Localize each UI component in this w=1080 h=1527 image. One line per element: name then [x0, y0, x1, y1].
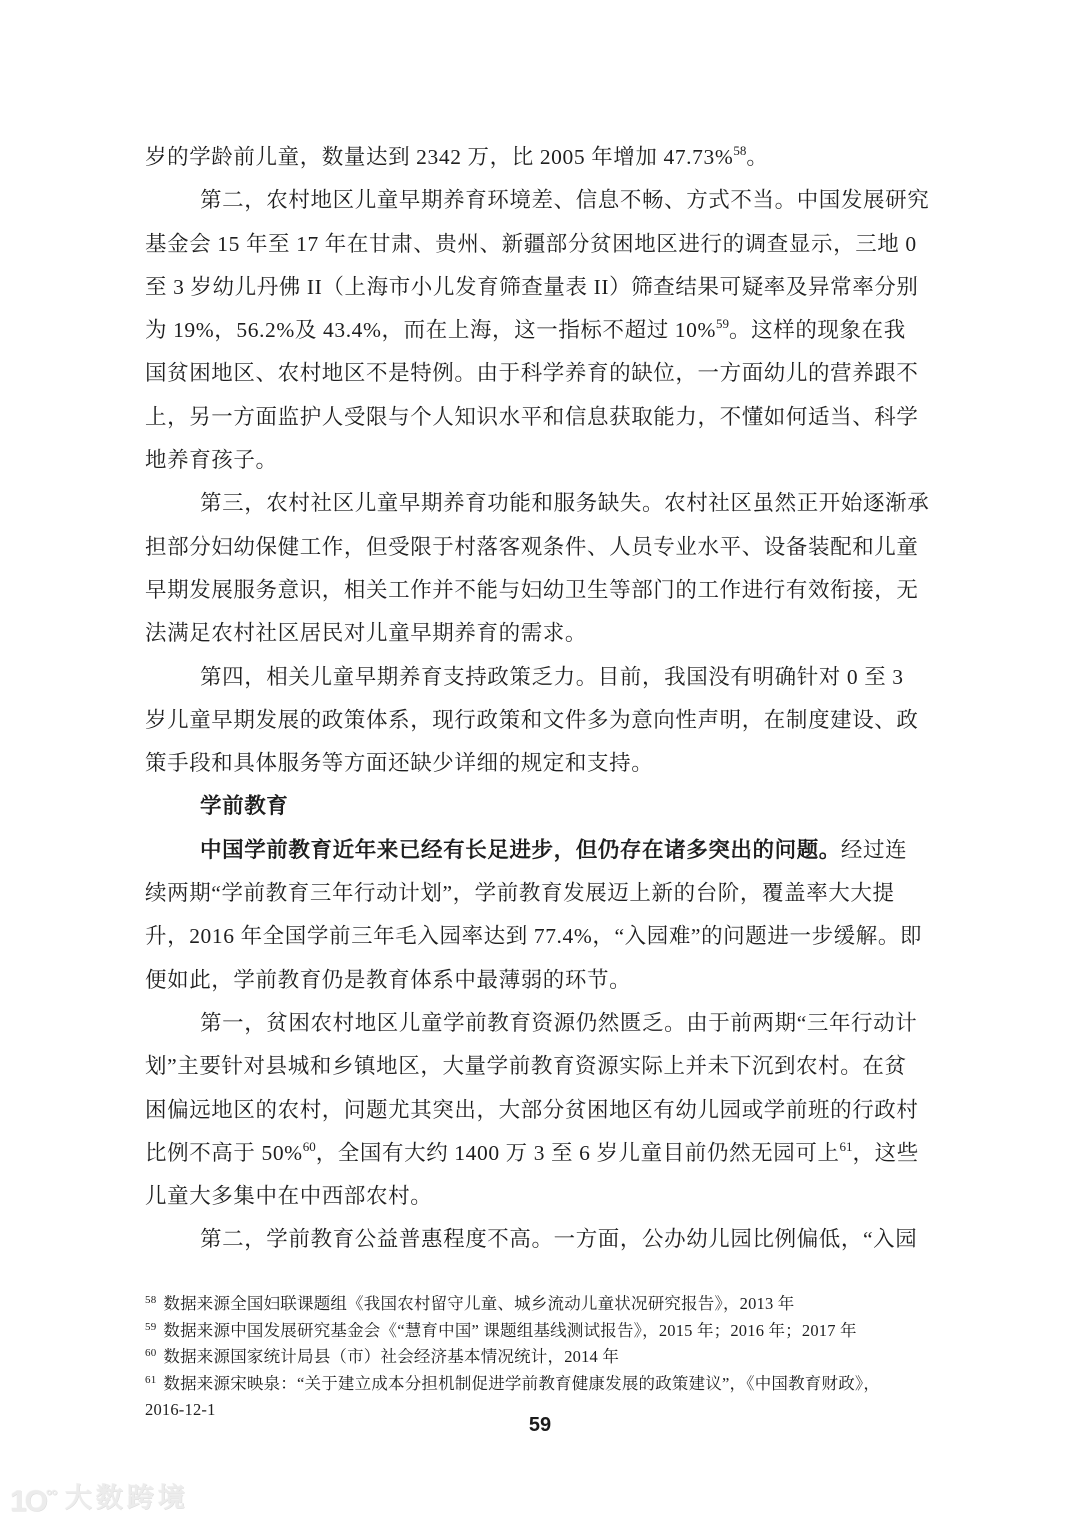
text-line	[145, 699, 955, 742]
text-segment: 第二，农村地区儿童早期养育环境差、信息不畅、方式不当。中国发展研究	[200, 188, 930, 213]
text-line	[145, 1002, 955, 1045]
text-segment: 担部分妇幼保健工作，但受限于村落客观条件、人员专业水平、设备装配和儿童	[145, 534, 919, 559]
text-line	[145, 1175, 955, 1218]
text-segment: 经过连	[840, 837, 908, 862]
text-line	[145, 1132, 955, 1175]
text-segment: 第一，贫困农村地区儿童学前教育资源仍然匮乏。由于前两期“三年行动计	[200, 1010, 918, 1035]
watermark	[10, 1482, 189, 1517]
text-line	[145, 785, 955, 828]
text-segment: 策手段和具体服务等方面还缺少详细的规定和支持。	[145, 751, 654, 776]
text-segment: 基金会 15 年至 17 年在甘肃、贵州、新疆部分贫困地区进行的调查显示，三地 0	[145, 231, 917, 256]
text-line	[145, 136, 955, 179]
watermark-logo-icon: 1O°°	[10, 1485, 57, 1518]
text-line	[145, 612, 955, 655]
text-line	[145, 959, 955, 1002]
text-segment: 困偏远地区的农村，问题尤其突出，大部分贫困地区有幼儿园或学前班的行政村	[145, 1097, 919, 1122]
text-line	[145, 1089, 955, 1132]
footnotes	[145, 1291, 965, 1424]
text-line	[145, 915, 955, 958]
text-segment: 学前教育	[200, 794, 289, 819]
footnote-marker: 58	[145, 1294, 157, 1306]
footnote-marker: 59	[145, 1320, 157, 1333]
text-segment: 便如此，学前教育仍是教育体系中最薄弱的环节。	[145, 967, 632, 992]
footnote-line: $^{59}$ 数据来源中国发展研究基金会《“慧育中国” 课题组基线测试报告》，2015 年；2016 年；2017 年	[145, 1320, 857, 1340]
text-segment: 比例不高于 50%	[145, 1140, 303, 1165]
footnote-marker: 61	[145, 1373, 157, 1386]
text-segment: 第三，农村社区儿童早期养育功能和服务缺失。农村社区虽然正开始逐渐承	[200, 491, 930, 516]
text-line	[145, 266, 955, 309]
text-segment: 早期发展服务意识，相关工作并不能与妇幼卫生等部门的工作进行有效衔接，无	[145, 577, 919, 602]
text-segment: 法满足农村社区居民对儿童早期养育的需求。	[145, 621, 588, 646]
footnote-line: $^{61}$ 数据来源宋映泉：“关于建立成本分担机制促进学前教育健康发展的政策建议”，《中国教育财政》，	[145, 1373, 881, 1393]
text-segment: 为 19%，56.2%及 43.4%，而在上海，这一指标不超过 10%	[145, 318, 717, 343]
text-segment: 国贫困地区、农村地区不是特例。由于科学养育的缺位，一方面幼儿的营养跟不	[145, 361, 919, 386]
text-line	[145, 1045, 955, 1088]
footnote-reference: 60	[302, 1138, 316, 1154]
footnote-marker: 60	[145, 1347, 157, 1359]
text-segment: ，全国有大约 1400 万 3 至 6 岁儿童目前仍然无园可上	[315, 1140, 840, 1165]
text-segment: ，这些	[852, 1140, 919, 1165]
text-segment: 续两期“学前教育三年行动计划”，学前教育发展迈上新的台阶，覆盖率大大提	[145, 881, 895, 906]
footnote-reference: 58	[733, 143, 747, 158]
text-line	[145, 656, 955, 699]
text-segment: 第四，相关儿童早期养育支持政策乏力。目前，我国没有明确针对 0 至 3	[200, 664, 904, 689]
body-text	[145, 136, 955, 1262]
text-line	[145, 352, 955, 395]
text-line	[145, 526, 955, 569]
text-line	[145, 569, 955, 612]
text-line	[145, 872, 955, 915]
text-segment: 中国学前教育近年来已经有长足进步，但仍存在诸多突出的问题。	[200, 837, 841, 862]
footnote-reference: 59	[716, 316, 730, 332]
text-line	[145, 396, 955, 439]
footnote-line: $^{60}$ 数据来源国家统计局县（市）社会经济基本情况统计，2014 年	[145, 1347, 620, 1366]
text-line	[145, 482, 955, 525]
text-line	[145, 439, 955, 482]
text-segment: 上，另一方面监护人受限与个人知识水平和信息获取能力，不懂如何适当、科学	[145, 404, 919, 429]
text-line	[145, 309, 955, 352]
footnote-reference: 61	[839, 1138, 853, 1154]
watermark-text: 大数跨境	[64, 1483, 189, 1513]
text-segment: 。这样的现象在我	[729, 318, 906, 343]
text-segment: 。	[746, 145, 769, 169]
text-segment: 划”主要针对县城和乡镇地区，大量学前教育资源实际上并未下沉到农村。在贫	[145, 1054, 907, 1079]
text-line	[145, 179, 955, 222]
text-segment: 岁的学龄前儿童，数量达到 2342 万，比 2005 年增加 47.73%	[145, 145, 734, 169]
page-number: 59	[528, 1414, 552, 1436]
text-segment: 地养育孩子。	[145, 448, 278, 473]
text-segment: 第二，学前教育公益普惠程度不高。一方面，公办幼儿园比例偏低，“入园	[200, 1227, 918, 1252]
footnote-line: 2016-12-1	[145, 1400, 216, 1419]
text-line	[145, 742, 955, 785]
text-segment: 岁儿童早期发展的政策体系，现行政策和文件多为意向性声明，在制度建设、政	[145, 707, 919, 732]
text-line	[145, 1218, 955, 1261]
text-line	[145, 223, 955, 266]
text-line	[145, 829, 955, 872]
footnote-line: $^{58}$ 数据来源全国妇联课题组《我国农村留守儿童、城乡流动儿童状况研究报告》，2013 年	[145, 1294, 795, 1313]
text-segment: 儿童大多集中在中西部农村。	[145, 1184, 433, 1209]
text-segment: 至 3 岁幼儿丹佛 II（上海市小儿发育筛查量表 II）筛查结果可疑率及异常率分别	[145, 274, 919, 299]
text-segment: 升，2016 年全国学前三年毛入园率达到 77.4%，“入园难”的问题进一步缓解。即	[145, 924, 923, 949]
